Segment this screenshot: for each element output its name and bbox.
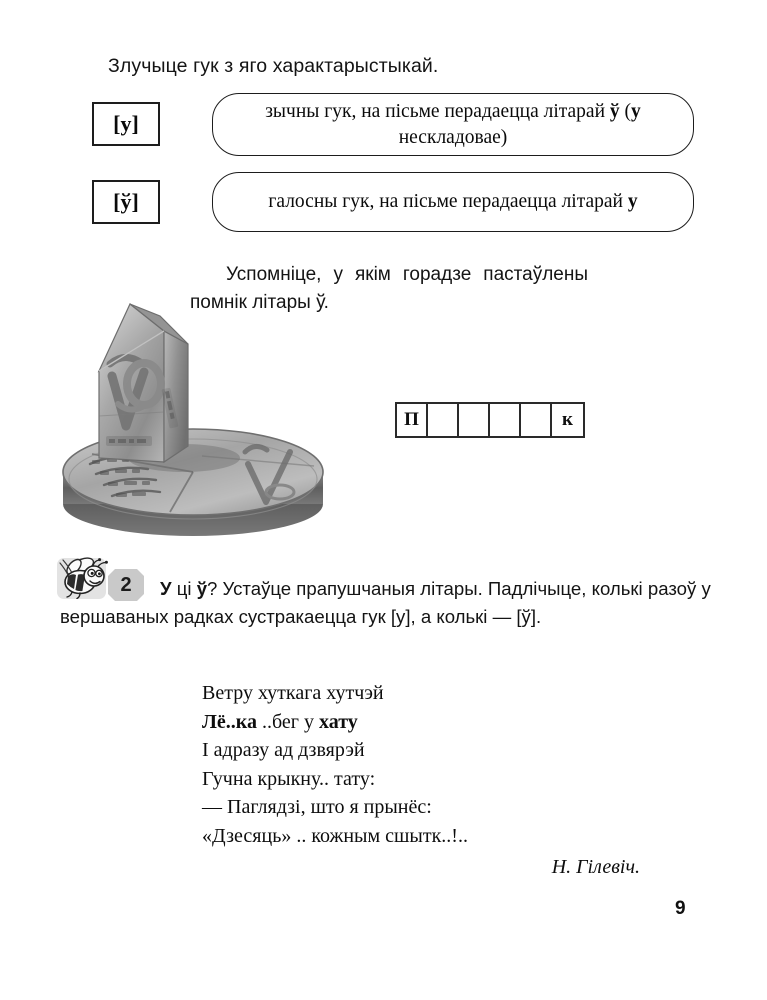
description-box-consonant-text bbox=[235, 99, 671, 150]
task1-heading: Злучыце гук з яго характарыстыкай. bbox=[108, 55, 439, 77]
description-box-vowel[interactable] bbox=[212, 172, 694, 232]
sound-box-u-label: [у] bbox=[113, 111, 139, 136]
poem-line-mid: ..бег у bbox=[257, 710, 319, 733]
poem-line: Гучна крыкну.. тату: bbox=[202, 767, 376, 790]
ex2-mid: ці bbox=[171, 578, 197, 599]
description-box-consonant[interactable] bbox=[212, 93, 694, 156]
poem-line: І адразу ад дзвярэй bbox=[202, 739, 365, 761]
poem-bold-lyolka: Лё..ка bbox=[202, 710, 257, 733]
sound-box-u-short-label: [ў] bbox=[113, 189, 139, 214]
grid-cell[interactable] bbox=[490, 404, 521, 436]
ex2-bold-u: У bbox=[160, 578, 172, 599]
poem-attribution: Н. Гілевіч. bbox=[551, 856, 640, 878]
poem-line: «Дзесяць» .. кожным сшытк..!.. bbox=[202, 824, 468, 847]
sound-box-u-short[interactable] bbox=[92, 180, 160, 224]
grid-cell[interactable] bbox=[428, 404, 459, 436]
ex2-bold-ushort: ў bbox=[196, 578, 208, 599]
desc2-part1: галосны гук, на пісьме перадаецца літарай bbox=[268, 191, 628, 213]
grid-cell[interactable]: к bbox=[562, 409, 573, 430]
ex2-rest: ? Устаўце прапушчаныя літары. Падлічыце, колькі разоў у вершаваных радках сустракаецца гук [у], а колькі — [ў]. bbox=[60, 578, 711, 628]
poem bbox=[202, 679, 640, 882]
poem-line: Ветру хуткага хутчэй bbox=[202, 682, 384, 704]
exercise2-text bbox=[60, 575, 715, 632]
grid-cell[interactable] bbox=[459, 404, 490, 436]
desc1-part3: нескладовае) bbox=[398, 126, 508, 148]
sound-box-u[interactable] bbox=[92, 102, 160, 146]
monument-paragraph: Успомніце, у якім горадзе пастаўлены помнік літары ў. bbox=[190, 264, 588, 313]
description-box-vowel-text bbox=[268, 189, 637, 215]
grid-cell[interactable]: П bbox=[397, 404, 428, 436]
desc1-bold1: ў bbox=[609, 100, 620, 122]
desc1-part2: ( bbox=[619, 100, 631, 122]
grid-cell[interactable] bbox=[521, 404, 552, 436]
poem-bold-hatu: хату bbox=[319, 710, 358, 733]
desc1-bold2: у bbox=[631, 100, 641, 122]
page-number: 9 bbox=[675, 898, 686, 919]
exercise-number: 2 bbox=[120, 573, 132, 596]
desc1-part1: зычны гук, на пісьме перадаецца літарай bbox=[265, 100, 610, 122]
poem-line bbox=[202, 708, 640, 737]
poem-line: — Паглядзі, што я прынёс: bbox=[202, 796, 432, 818]
word-answer-grid[interactable] bbox=[395, 402, 585, 438]
desc2-bold1: у bbox=[627, 191, 638, 213]
